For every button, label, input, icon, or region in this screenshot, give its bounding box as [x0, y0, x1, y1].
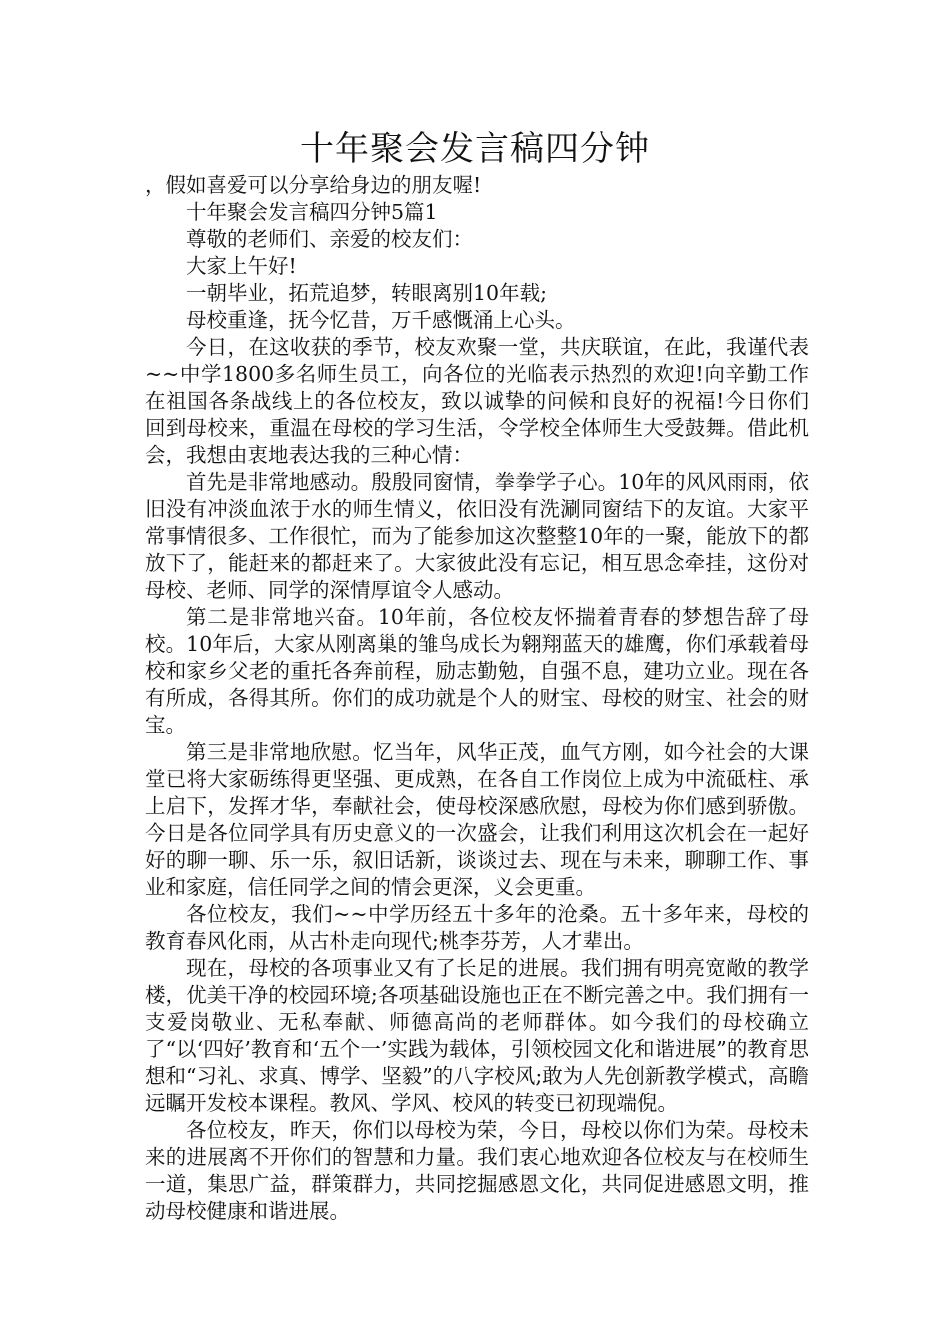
verse-line-1: 一朝毕业，拓荒追梦，转眼离别10年载; [186, 281, 547, 305]
paragraph-closing: 各位校友，昨天，你们以母校为荣，今日，母校以你们为荣。母校未来的进展离不开你们的智慧和力量。我们衷心地欢迎各位校友与在校师生一道，集思广益，群策群力，共同挖掘感恩文化，共同促进感恩文明，推动母校健康和谐进展。 [145, 1118, 809, 1223]
intro-line: ，假如喜爱可以分享给身边的朋友喔! [145, 173, 482, 197]
verse-line-2: 母校重逢，抚今忆昔，万千感慨涌上心头。 [186, 308, 576, 332]
document-title: 十年聚会发言稿四分钟 [300, 129, 650, 169]
paragraph-second-feeling: 第二是非常地兴奋。10年前，各位校友怀揣着青春的梦想告辞了母校。10年后，大家从刚离巢的雏鸟成长为翱翔蓝天的雄鹰，你们承载着母校和家乡父老的重托各奔前程，励志勤勉，自强不息，建功立业。现在各有所成，各得其所。你们的成功就是个人的财宝、母校的财宝、社会的财宝。 [145, 605, 809, 737]
paragraph-school-history: 各位校友，我们~~中学历经五十多年的沧桑。五十多年来，母校的教育春风化雨，从古朴走向现代;桃李芬芳，人才辈出。 [145, 902, 809, 953]
greeting: 大家上午好! [186, 254, 297, 278]
paragraph-first-feeling: 首先是非常地感动。殷殷同窗情，拳拳学子心。10年的风风雨雨，依旧没有冲淡血浓于水的师生情义，依旧没有洗涮同窗结下的友谊。大家平常事情很多、工作很忙，而为了能参加这次整整10年的一聚，能放下的都放下了，能赶来的都赶来了。大家彼此没有忘记，相互思念牵挂，这份对母校、老师、同学的深情厚谊令人感动。 [145, 470, 809, 602]
paragraph-welcome: 今日，在这收获的季节，校友欢聚一堂，共庆联谊，在此，我谨代表~~中学1800多名师生员工，向各位的光临表示热烈的欢迎!向辛勤工作在祖国各条战线上的各位校友，致以诚挚的问候和良好的祝福!今日你们回到母校来，重温在母校的学习生活，令学校全体师生大受鼓舞。借此机会，我想由衷地表达我的三种心情： [145, 335, 809, 467]
salutation: 尊敬的老师们、亲爱的校友们： [186, 227, 473, 251]
paragraph-third-feeling: 第三是非常地欣慰。忆当年，风华正茂，血气方刚，如今社会的大课堂已将大家砺练得更坚强、更成熟，在各自工作岗位上成为中流砥柱、承上启下，发挥才华，奉献社会，使母校深感欣慰，母校为你们感到骄傲。今日是各位同学具有历史意义的一次盛会，让我们利用这次机会在一起好好的聊一聊、乐一乐，叙旧话新，谈谈过去、现在与未来，聊聊工作、事业和家庭，信任同学之间的情会更深，义会更重。 [145, 740, 809, 899]
paragraph-school-progress: 现在，母校的各项事业又有了长足的进展。我们拥有明亮宽敞的教学楼，优美干净的校园环境;各项基础设施也正在不断完善之中。我们拥有一支爱岗敬业、无私奉献、师德高尚的老师群体。如今我们的母校确立了“以‘四好’教育和‘五个一’实践为载体，引领校园文化和谐进展”的教育思想和“习礼、求真、博学、坚毅”的八字校风;敢为人先创新教学模式，高瞻远瞩开发校本课程。教风、学风、校风的转变已初现端倪。 [145, 956, 809, 1115]
document-body [145, 172, 809, 1225]
section-heading: 十年聚会发言稿四分钟5篇1 [186, 200, 438, 224]
